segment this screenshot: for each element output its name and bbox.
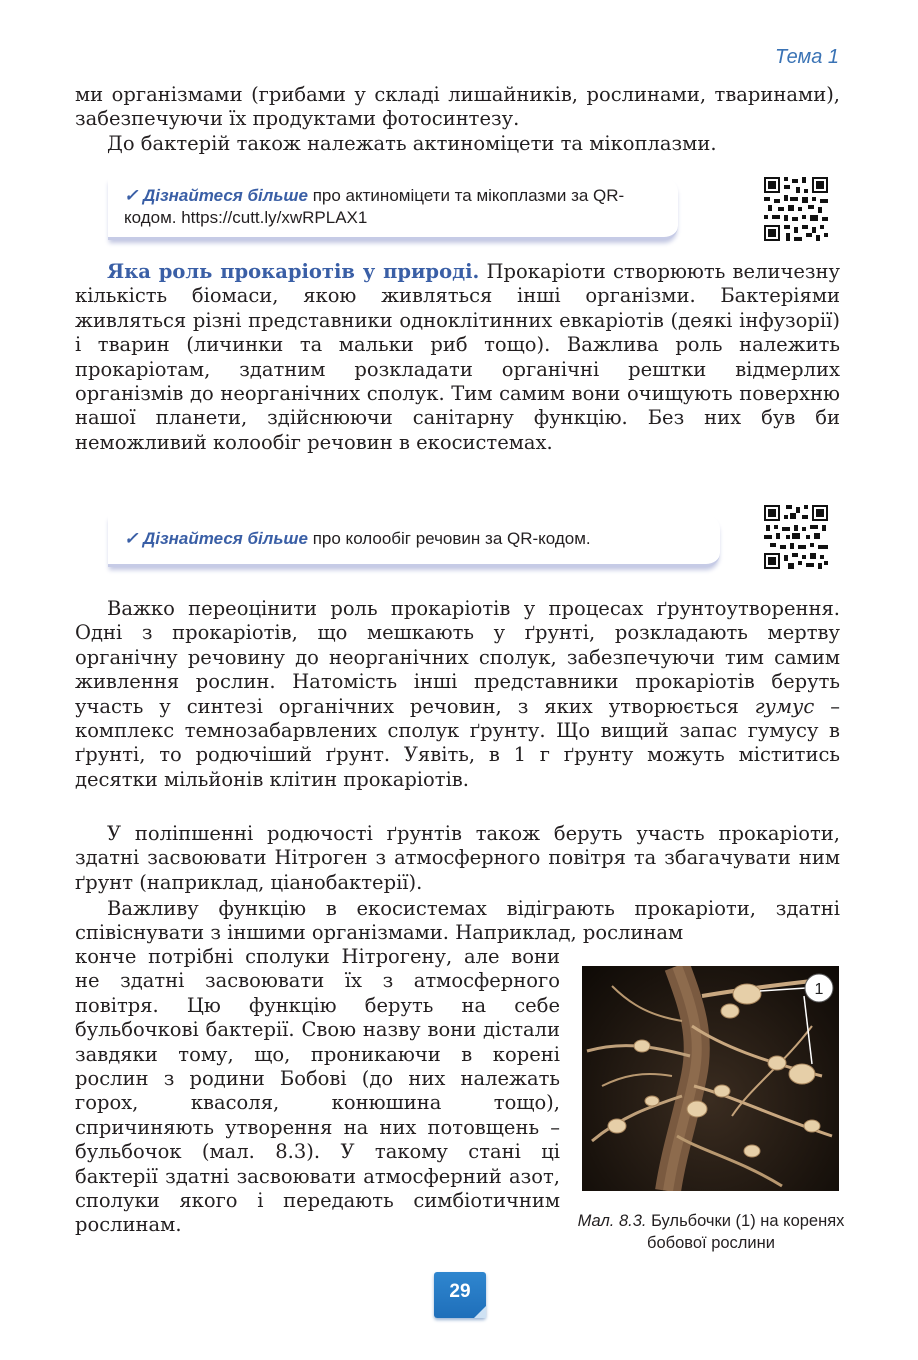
callout-learn-more-1: [108, 178, 678, 240]
paragraph-fertility: У поліпшенні родючості ґрунтів також беруть участь прокаріоти, здатні засвоювати Нітроген з атмосферного повітря та збагачувати ним ґрунт (наприклад, ціанобактерії).: [75, 822, 840, 894]
figure-caption: [575, 1210, 847, 1254]
paragraph-intro-1: ми організмами (грибами у складі лишайників, рослинами, тваринами), забезпечуючи їх продуктами фотосинтезу.: [75, 83, 840, 131]
section-heading: Яка роль прокаріотів у природі.: [107, 260, 480, 283]
figure-caption-text: Бульбочки (1) на коренях бобової рослини: [646, 1212, 845, 1252]
qr-code-icon[interactable]: [764, 177, 828, 241]
page-number: 29: [434, 1272, 486, 1318]
figure-caption-label: Мал. 8.3.: [577, 1212, 647, 1230]
section-text: Прокаріоти створюють величезну кількість біомаси, якою живляться інші організми. Бактеріями живляться різні представники одноклітинних евкаріотів (деякі інфузорії) і тварин (личинки та мальки риб тощо). Важлива роль належить прокаріотам, здатним розкладати органічні рештки відмерлих організмів до неорганічних сполук. Тим самим вони очищують поверхню нашої планети, здійснюючи санітарну функцію. Без них був би неможливий колообіг речовин в екосистемах.: [75, 260, 840, 454]
paragraph-soil: [75, 597, 840, 792]
paragraph-symbiosis-lead: Важливу функцію в екосистемах відіграють прокаріоти, здатні співіснувати з іншими організмами. Наприклад, рослинам: [75, 897, 840, 945]
qr-code-icon[interactable]: [764, 505, 828, 569]
callout-text[interactable]: про актиноміцети та мікоплазми за QR-кодом. https://cutt.ly/xwRPLAX1: [124, 186, 625, 227]
callout-learn-more-2: [108, 515, 720, 567]
callout-lead: Дізнайтеся більше: [142, 529, 308, 548]
root-nodules-illustration: [582, 966, 839, 1191]
section-paragraph: [75, 260, 840, 455]
root-nodules-photo: [582, 966, 839, 1191]
paragraph-intro-2: До бактерій також належать актиноміцети та мікоплазми.: [107, 132, 717, 155]
soil-text-before: Важко переоцінити роль прокаріотів у процесах ґрунтоутворення. Одні з прокаріотів, що мешкають у ґрунті, розкладають мертву органічну речовину до неорганічних сполук, забезпечуючи тим самим живлення рослин. Натомість інші представники прокаріотів беруть участь у синтезі органічних речовин, з яких утворюється: [75, 597, 840, 718]
paragraph-symbiosis-rest: конче потрібні сполуки Нітрогену, але вони не здатні засвоювати їх з атмосферного повітря. Цю функцію беруть на себе бульбочкові бактерії. Свою назву вони дістали завдяки тому, що, проникаючи в корені рослин з родини Бобові (до них належать горох, квасоля, конюшина тощо), спричиняють утворення на них потовщень – бульбочок (мал. 8.3). У такому стані ці бактерії здатні засвоювати атмосферний азот, сполуки якого і передають симбіотичним рослинам.: [75, 945, 560, 1237]
soil-text-after: – комплекс темнозабарвлених сполук ґрунту. Що вищий запас гумусу в ґрунті, то родючіший ґрунт. Уявіть, в 1 г ґрунту можуть міститись десятки мільйонів клітин прокаріотів.: [75, 694, 840, 791]
check-icon: ✓: [124, 529, 139, 548]
callout-lead: Дізнайтеся більше: [142, 186, 308, 205]
check-icon: ✓: [124, 186, 139, 205]
term-humus: гумус: [754, 694, 815, 718]
theme-label: Тема 1: [775, 46, 839, 68]
nodule-marker-label: 1: [814, 981, 824, 998]
callout-text: про колообіг речовин за QR-кодом.: [308, 529, 591, 548]
